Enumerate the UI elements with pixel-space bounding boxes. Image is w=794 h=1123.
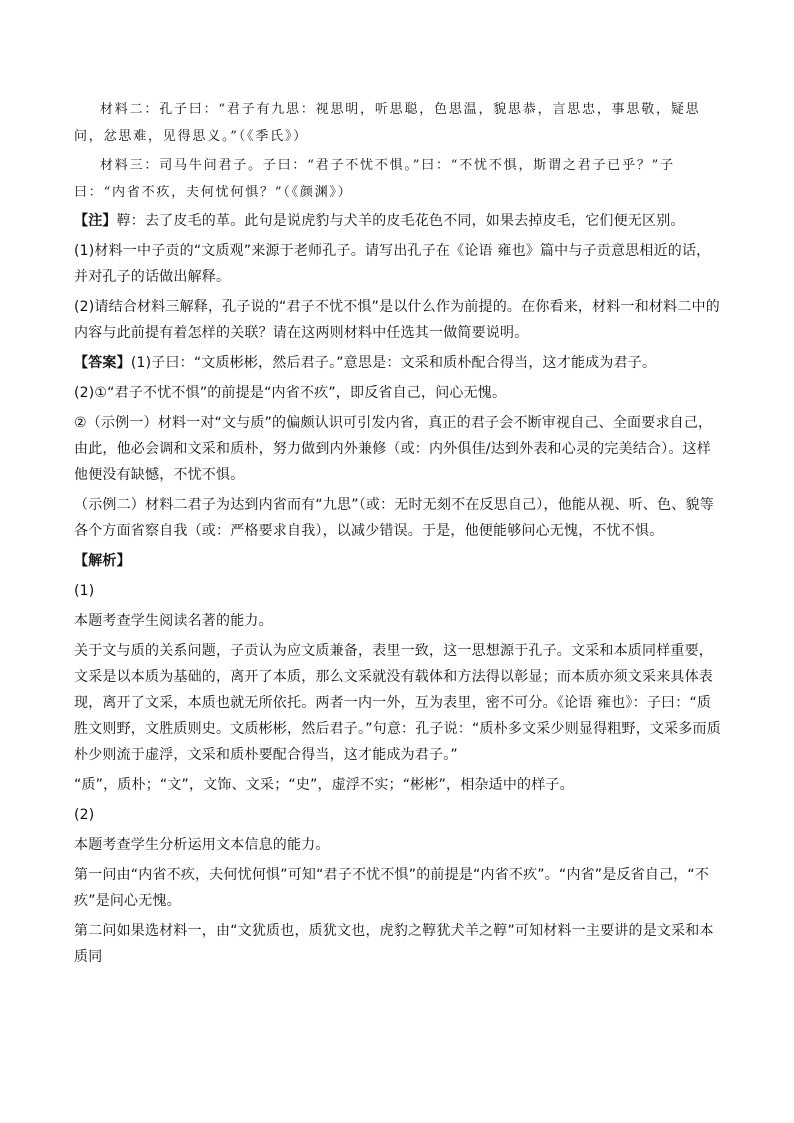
answer-one-text: (1)子曰：“文质彬彬，然后君子。”意思是：文采和质朴配合得当，这才能成为君子。 — [130, 355, 657, 371]
answer-two-example-one: ②（示例一）材料一对“文与质”的偏颇认识可引发内省，真正的君子会不断审视自己、全面要求自己，由此，他必会调和文采和质朴，努力做到内外兼修（或：内外俱佳/达到外表和心灵的完美结合）。这样他便没有缺憾，不忧不惧。 — [74, 415, 713, 483]
analysis-one-body: 关于文与质的关系问题，子贡认为应文质兼备，表里一致，这一思想源于孔子。文采和本质同样重要，文采是以本质为基础的，离开了本质，那么文采就没有载体和方法得以彰显；而本质亦须文采来具体表现，离开了文采，本质也就无所依托。两者一内一外，互为表里，密不可分。《论语 雍也》：子曰：“质胜文则野，文胜质则史。文质彬彬，然后君子。”句意：孔子说：“质朴多文采少则显得粗野，文采多而质朴少则流于虚浮，文采和质朴要配合得当，这才能成为君子。” — [74, 643, 721, 763]
note-label: 【注】 — [74, 213, 117, 229]
material-two: 材料二：孔子曰：“君子有九思：视思明，听思聪，色思温，貌思恭，言思忠，事思敬，疑思问，忿思难，见得思义。”（《季氏》） — [74, 102, 701, 144]
note-text: 鞟：去了皮毛的革。此句是说虎豹与犬羊的皮毛花色不同，如果去掉皮毛，它们便无区别。 — [116, 213, 685, 229]
question-one: (1)材料一中子贡的“文质观”来源于老师孔子。请写出孔子在《论语 雍也》篇中与子贡意思相近的话，并对孔子的话做出解释。 — [74, 243, 711, 285]
analysis-two-number: (2) — [74, 807, 95, 823]
analysis-two-first: 第一问由“内省不疚，夫何忧何惧”可知“君子不忧不惧”的前提是“内省不疚”。“内省”是反省自己，“不疚”是问心无愧。 — [74, 867, 710, 909]
analysis-one-glossary: “质”，质朴；“文”，文饰、文采；“史”，虚浮不实；“彬彬”，相杂适中的样子。 — [74, 777, 574, 793]
answer-two-example-two: （示例二）材料二君子为达到内省而有“九思”（或：无时无刻不在反思自己），他能从视、听、色、貌等各个方面省察自我（或：严格要求自我），以减少错误。于是，他便能够问心无愧，不忧不惧。 — [74, 497, 714, 539]
analysis-label: 【解析】 — [74, 553, 131, 569]
note-paragraph — [74, 208, 724, 234]
analysis-one-number: (1) — [74, 583, 95, 599]
answer-two-part-one: (2)①“君子不忧不惧”的前提是“内省不疚”，即反省自己，问心无愧。 — [74, 385, 507, 401]
analysis-two-second: 第二问如果选材料一，由“文犹质也，质犹文也，虎豹之鞟犹犬羊之鞟”可知材料一主要讲的是文采和本质同 — [74, 923, 714, 965]
answer-label: 【答案】 — [74, 355, 131, 371]
answer-one — [74, 350, 724, 376]
analysis-one-intro: 本题考查学生阅读名著的能力。 — [74, 613, 273, 629]
analysis-two-intro: 本题考查学生分析运用文本信息的能力。 — [74, 837, 330, 853]
question-two: (2)请结合材料三解释，孔子说的“君子不忧不惧”是以什么作为前提的。在你看来，材料一和材料二中的内容与此前提有着怎样的关联？请在这两则材料中任选其一做简要说明。 — [74, 299, 720, 341]
document-content — [74, 96, 724, 974]
material-three: 材料三：司马牛问君子。子曰：“君子不忧不惧。”曰：“不忧不惧，斯谓之君子已乎？”子曰：“内省不疚，夫何忧何惧？”（《颜渊》） — [74, 158, 675, 200]
